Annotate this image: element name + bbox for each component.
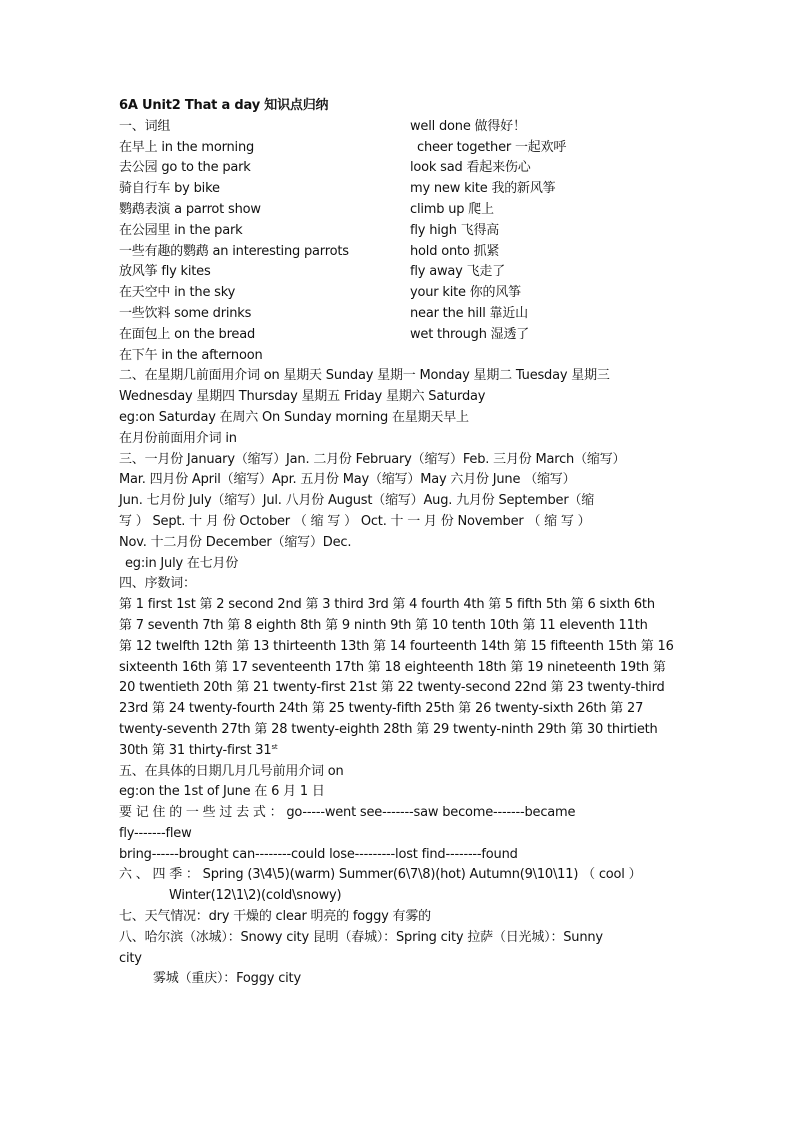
ordinals-line: twenty-seventh 27th 第 28 twenty-eighth 28th 第 29 twenty-ninth 29th 第 30 thirtieth bbox=[119, 721, 658, 737]
vocab-row bbox=[119, 325, 675, 346]
dates-line: 五、在具体的日期几月几号前用介词 on bbox=[119, 763, 344, 779]
vocab-right-item: fly away 飞走了 bbox=[410, 264, 506, 280]
seasons-line: Winter(12\1\2)(cold\snowy) bbox=[169, 888, 342, 904]
vocab-left-item: 去公园 go to the park bbox=[119, 160, 251, 176]
section-heading-ordinals: 四、序数词： bbox=[119, 576, 196, 592]
vocab-row bbox=[119, 283, 675, 304]
weekdays-line: Wednesday 星期四 Thursday 星期五 Friday 星期六 Saturday bbox=[119, 389, 486, 405]
vocab-row bbox=[119, 262, 675, 283]
vocab-row bbox=[119, 117, 675, 138]
seasons-line: 六 、 四 季 ： Spring (3\4\5)(warm) Summer(6\7\8)(hot) Autumn(9\10\11) （ cool ） bbox=[119, 867, 642, 883]
weather-line: 七、天气情况：dry 干燥的 clear 明亮的 foggy 有雾的 bbox=[119, 909, 431, 925]
vocab-right-item: fly high 飞得高 bbox=[410, 222, 500, 238]
vocab-left-item: 在公园里 in the park bbox=[119, 222, 243, 238]
vocab-right-item: near the hill 靠近山 bbox=[410, 305, 528, 321]
vocab-row bbox=[119, 304, 675, 325]
section-heading-vocab: 一、词组 bbox=[119, 118, 171, 134]
vocab-row bbox=[119, 221, 675, 242]
ordinals-last-line bbox=[119, 741, 675, 762]
vocab-left-item: 放风筝 fly kites bbox=[119, 264, 211, 280]
cities-line: 雾城（重庆）：Foggy city bbox=[153, 971, 301, 987]
months-line: Nov. 十二月份 December（缩写）Dec. bbox=[119, 534, 352, 550]
document-page bbox=[119, 96, 675, 990]
weekdays-example: eg:on Saturday 在周六 On Sunday morning 在星期天早上 bbox=[119, 409, 469, 425]
months-example: eg:in July 在七月份 bbox=[125, 555, 239, 571]
vocab-right-item: climb up 爬上 bbox=[410, 201, 494, 217]
ordinals-line: 第 1 first 1st 第 2 second 2nd 第 3 third 3rd 第 4 fourth 4th 第 5 fifth 5th 第 6 sixth 6th bbox=[119, 597, 655, 613]
cities-line: city bbox=[119, 950, 142, 966]
vocab-left-item: 一些有趣的鹦鹉 an interesting parrots bbox=[119, 243, 349, 259]
vocab-right-item: look sad 看起来伤心 bbox=[410, 160, 531, 176]
vocab-right-item: hold onto 抓紧 bbox=[410, 243, 500, 259]
ordinals-last-text: 30th 第 31 thirty-first 31 bbox=[119, 742, 272, 758]
dates-example: eg:on the 1st of June 在 6 月 1 日 bbox=[119, 784, 325, 800]
past-tense-line: 要 记 住 的 一 些 过 去 式 ： go-----went see-------saw become-------became bbox=[119, 805, 576, 821]
vocab-row bbox=[119, 138, 675, 159]
vocab-row bbox=[119, 158, 675, 179]
months-line: Mar. 四月份 April（缩写）Apr. 五月份 May（缩写）May 六月份 June （缩写） bbox=[119, 472, 576, 488]
months-line: 三、一月份 January（缩写）Jan. 二月份 February（缩写）Feb. 三月份 March（缩写） bbox=[119, 451, 626, 467]
ordinal-suffix: st bbox=[271, 742, 278, 751]
vocab-right-item: my new kite 我的新风筝 bbox=[410, 181, 556, 197]
vocab-left-item: 鹦鹉表演 a parrot show bbox=[119, 201, 261, 217]
vocab-left-item: 在面包上 on the bread bbox=[119, 326, 256, 342]
months-line: Jun. 七月份 July（缩写）Jul. 八月份 August（缩写）Aug. 九月份 September（缩 bbox=[119, 493, 595, 509]
weekdays-line: 二、在星期几前面用介词 on 星期天 Sunday 星期一 Monday 星期二 Tuesday 星期三 bbox=[119, 368, 610, 384]
past-tense-line: bring------brought can--------could lose---------lost find--------found bbox=[119, 846, 518, 862]
document-title: 6A Unit2 That a day 知识点归纳 bbox=[119, 98, 329, 113]
vocab-left-item: 在早上 in the morning bbox=[119, 139, 255, 155]
ordinals-line: 第 7 seventh 7th 第 8 eighth 8th 第 9 ninth 9th 第 10 tenth 10th 第 11 eleventh 11th bbox=[119, 617, 648, 633]
vocab-right-item: wet through 湿透了 bbox=[410, 326, 530, 342]
vocab-row bbox=[119, 200, 675, 221]
vocab-row bbox=[119, 242, 675, 263]
ordinals-line: sixteenth 16th 第 17 seventeenth 17th 第 18 eighteenth 18th 第 19 nineteenth 19th 第 bbox=[119, 659, 666, 675]
vocab-right-item: well done 做得好！ bbox=[410, 118, 526, 134]
vocab-left-item: 在天空中 in the sky bbox=[119, 285, 236, 301]
vocab-left-item: 骑自行车 by bike bbox=[119, 181, 220, 197]
vocab-left-item: 在下午 in the afternoon bbox=[119, 347, 263, 363]
months-preposition-note: 在月份前面用介词 in bbox=[119, 430, 237, 446]
ordinals-line: 20 twentieth 20th 第 21 twenty-first 21st 第 22 twenty-second 22nd 第 23 twenty-third bbox=[119, 680, 665, 696]
vocab-right-item: your kite 你的风筝 bbox=[410, 285, 521, 301]
vocab-left-item: 一些饮料 some drinks bbox=[119, 305, 252, 321]
vocab-right-item: cheer together 一起欢呼 bbox=[417, 139, 567, 155]
past-tense-line: fly-------flew bbox=[119, 825, 192, 841]
ordinals-line: 第 12 twelfth 12th 第 13 thirteenth 13th 第 14 fourteenth 14th 第 15 fifteenth 15th 第 16 bbox=[119, 638, 674, 654]
ordinals-line: 23rd 第 24 twenty-fourth 24th 第 25 twenty-fifth 25th 第 26 twenty-sixth 26th 第 27 bbox=[119, 701, 644, 717]
months-line: 写 ） Sept. 十 月 份 October （ 缩 写 ） Oct. 十 一 月 份 November （ 缩 写 ） bbox=[119, 513, 591, 529]
cities-line: 八、哈尔滨（冰城）：Snowy city 昆明（春城）：Spring city 拉萨（日光城）：Sunny bbox=[119, 929, 603, 945]
vocab-row bbox=[119, 179, 675, 200]
